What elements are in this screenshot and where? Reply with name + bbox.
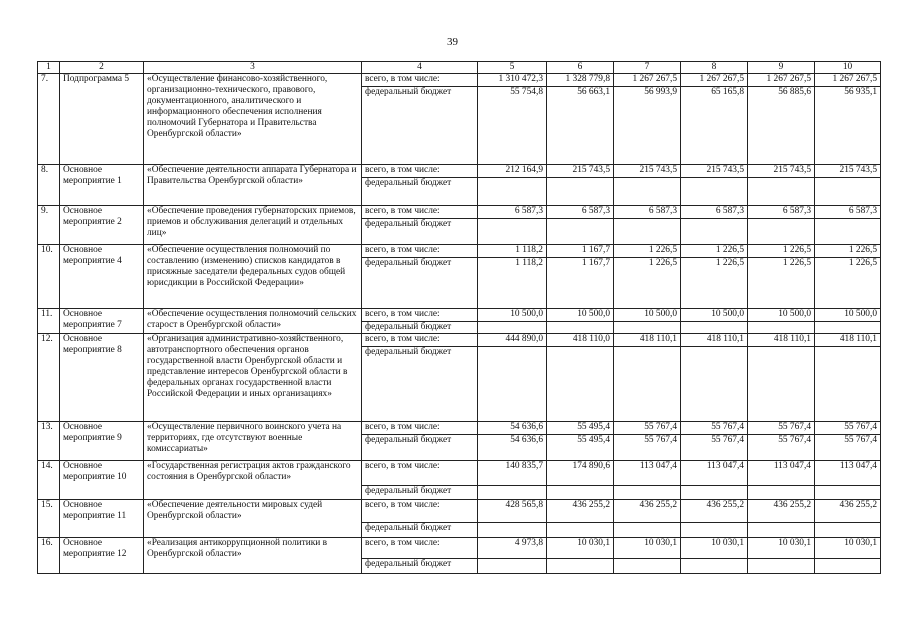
funding-total-label: всего, в том числе: <box>362 165 478 178</box>
row-number: 9. <box>38 206 60 245</box>
value-cell: 215 743,5 <box>681 165 748 178</box>
value-cell: 1 310 472,3 <box>478 74 547 87</box>
value-cell: 215 743,5 <box>748 165 815 178</box>
value-cell <box>748 347 815 422</box>
value-cell <box>681 559 748 574</box>
value-cell <box>478 347 547 422</box>
value-cell: 55 767,4 <box>748 422 815 435</box>
value-cell <box>681 178 748 206</box>
measure-name: Основное мероприятие 7 <box>60 309 144 334</box>
measure-name: Основное мероприятие 8 <box>60 334 144 422</box>
federal-budget-label: федеральный бюджет <box>362 178 478 206</box>
value-cell: 10 500,0 <box>547 309 614 322</box>
column-number-9: 9 <box>748 62 815 74</box>
value-cell: 1 118,2 <box>478 245 547 258</box>
measure-description: «Обеспечение осуществления полномочий по составлению (изменению) списков кандидатов в присяжные заседатели федеральных судов общей юрисдикции в Российской Федерации» <box>144 245 362 309</box>
measure-name: Основное мероприятие 12 <box>60 538 144 574</box>
value-cell: 10 030,1 <box>614 538 681 559</box>
funding-total-label: всего, в том числе: <box>362 206 478 219</box>
measure-description: «Осуществление финансово-хозяйственного, организационно-технического, правового, документационного, аналитического и информационного обеспечения исполнения полномочий Губернатора и Правительства Оренбургской области» <box>144 74 362 165</box>
value-cell: 140 835,7 <box>478 461 547 486</box>
value-cell <box>478 523 547 538</box>
column-number-2: 2 <box>60 62 144 74</box>
value-cell: 418 110,1 <box>748 334 815 347</box>
value-cell: 436 255,2 <box>748 500 815 523</box>
value-cell <box>748 523 815 538</box>
value-cell: 56 885,6 <box>748 87 815 165</box>
value-cell: 1 226,5 <box>614 245 681 258</box>
value-cell <box>748 178 815 206</box>
value-cell: 55 767,4 <box>815 422 881 435</box>
table-row <box>38 461 881 486</box>
federal-budget-label: федеральный бюджет <box>362 523 478 538</box>
table-row <box>38 165 881 178</box>
value-cell <box>614 486 681 500</box>
federal-budget-label: федеральный бюджет <box>362 435 478 461</box>
value-cell: 212 164,9 <box>478 165 547 178</box>
column-number-5: 5 <box>478 62 547 74</box>
value-cell: 113 047,4 <box>815 461 881 486</box>
row-number: 10. <box>38 245 60 309</box>
value-cell <box>614 523 681 538</box>
value-cell <box>478 322 547 334</box>
value-cell: 10 500,0 <box>614 309 681 322</box>
value-cell: 1 226,5 <box>748 258 815 309</box>
value-cell: 6 587,3 <box>815 206 881 219</box>
federal-budget-label: федеральный бюджет <box>362 559 478 574</box>
value-cell <box>815 523 881 538</box>
value-cell: 54 636,6 <box>478 435 547 461</box>
value-cell <box>478 178 547 206</box>
row-number: 15. <box>38 500 60 538</box>
measure-description: «Осуществление первичного воинского учета на территориях, где отсутствуют военные комиссариаты» <box>144 422 362 461</box>
value-cell <box>547 559 614 574</box>
value-cell <box>614 559 681 574</box>
value-cell: 10 500,0 <box>681 309 748 322</box>
value-cell: 55 767,4 <box>748 435 815 461</box>
value-cell <box>681 523 748 538</box>
value-cell: 4 973,8 <box>478 538 547 559</box>
value-cell: 6 587,3 <box>478 206 547 219</box>
table-row <box>38 538 881 559</box>
value-cell <box>815 178 881 206</box>
value-cell: 436 255,2 <box>681 500 748 523</box>
row-number: 14. <box>38 461 60 500</box>
value-cell <box>815 347 881 422</box>
value-cell: 215 743,5 <box>547 165 614 178</box>
column-number-7: 7 <box>614 62 681 74</box>
value-cell: 1 267 267,5 <box>614 74 681 87</box>
value-cell: 55 767,4 <box>614 422 681 435</box>
value-cell: 1 226,5 <box>614 258 681 309</box>
value-cell: 1 226,5 <box>681 258 748 309</box>
table-row <box>38 500 881 523</box>
funding-total-label: всего, в том числе: <box>362 461 478 486</box>
value-cell: 436 255,2 <box>815 500 881 523</box>
value-cell <box>614 347 681 422</box>
row-number: 11. <box>38 309 60 334</box>
value-cell: 1 267 267,5 <box>815 74 881 87</box>
table-row <box>38 334 881 347</box>
value-cell: 55 767,4 <box>614 435 681 461</box>
value-cell: 1 167,7 <box>547 245 614 258</box>
value-cell: 6 587,3 <box>681 206 748 219</box>
value-cell: 174 890,6 <box>547 461 614 486</box>
funding-total-label: всего, в том числе: <box>362 309 478 322</box>
value-cell <box>748 219 815 245</box>
table-row <box>38 422 881 435</box>
value-cell <box>547 322 614 334</box>
value-cell: 1 328 779,8 <box>547 74 614 87</box>
column-number-4: 4 <box>362 62 478 74</box>
federal-budget-label: федеральный бюджет <box>362 219 478 245</box>
table-row <box>38 309 881 322</box>
measure-name: Основное мероприятие 4 <box>60 245 144 309</box>
value-cell <box>815 219 881 245</box>
column-number-8: 8 <box>681 62 748 74</box>
measure-name: Основное мероприятие 2 <box>60 206 144 245</box>
measure-description: «Обеспечение деятельности мировых судей Оренбургской области» <box>144 500 362 538</box>
funding-total-label: всего, в том числе: <box>362 245 478 258</box>
row-number: 16. <box>38 538 60 574</box>
measure-description: «Реализация антикоррупционной политики в Оренбургской области» <box>144 538 362 574</box>
value-cell: 1 226,5 <box>681 245 748 258</box>
value-cell: 215 743,5 <box>614 165 681 178</box>
value-cell: 10 030,1 <box>815 538 881 559</box>
value-cell <box>547 486 614 500</box>
funding-total-label: всего, в том числе: <box>362 334 478 347</box>
value-cell: 1 226,5 <box>815 258 881 309</box>
federal-budget-label: федеральный бюджет <box>362 322 478 334</box>
value-cell: 55 767,4 <box>681 422 748 435</box>
column-number-10: 10 <box>815 62 881 74</box>
table-body <box>38 62 881 574</box>
value-cell: 428 565,8 <box>478 500 547 523</box>
value-cell: 55 767,4 <box>681 435 748 461</box>
value-cell: 6 587,3 <box>547 206 614 219</box>
value-cell <box>478 219 547 245</box>
measure-description: «Государственная регистрация актов гражданского состояния в Оренбургской области» <box>144 461 362 500</box>
value-cell: 1 118,2 <box>478 258 547 309</box>
measure-name: Основное мероприятие 10 <box>60 461 144 500</box>
value-cell: 436 255,2 <box>547 500 614 523</box>
value-cell: 418 110,1 <box>681 334 748 347</box>
value-cell: 10 500,0 <box>478 309 547 322</box>
value-cell: 55 495,4 <box>547 435 614 461</box>
value-cell <box>748 559 815 574</box>
measure-name: Основное мероприятие 1 <box>60 165 144 206</box>
value-cell <box>681 219 748 245</box>
row-number: 8. <box>38 165 60 206</box>
federal-budget-label: федеральный бюджет <box>362 258 478 309</box>
value-cell: 418 110,1 <box>815 334 881 347</box>
value-cell: 6 587,3 <box>748 206 815 219</box>
table-row <box>38 74 881 87</box>
federal-budget-label: федеральный бюджет <box>362 87 478 165</box>
value-cell: 113 047,4 <box>681 461 748 486</box>
funding-total-label: всего, в том числе: <box>362 538 478 559</box>
value-cell <box>815 322 881 334</box>
funding-total-label: всего, в том числе: <box>362 422 478 435</box>
value-cell: 65 165,8 <box>681 87 748 165</box>
value-cell: 113 047,4 <box>614 461 681 486</box>
value-cell: 113 047,4 <box>748 461 815 486</box>
value-cell <box>478 486 547 500</box>
table-row <box>38 245 881 258</box>
column-number-3: 3 <box>144 62 362 74</box>
federal-budget-label: федеральный бюджет <box>362 486 478 500</box>
value-cell <box>681 322 748 334</box>
value-cell: 54 636,6 <box>478 422 547 435</box>
value-cell <box>614 219 681 245</box>
measure-name: Основное мероприятие 11 <box>60 500 144 538</box>
value-cell <box>547 219 614 245</box>
value-cell <box>614 322 681 334</box>
budget-table <box>37 61 881 574</box>
value-cell: 55 495,4 <box>547 422 614 435</box>
value-cell: 55 767,4 <box>815 435 881 461</box>
value-cell: 56 663,1 <box>547 87 614 165</box>
value-cell: 56 935,1 <box>815 87 881 165</box>
value-cell <box>547 347 614 422</box>
value-cell: 418 110,0 <box>547 334 614 347</box>
value-cell: 1 167,7 <box>547 258 614 309</box>
value-cell <box>681 486 748 500</box>
page-number: 39 <box>447 36 458 48</box>
value-cell: 10 030,1 <box>547 538 614 559</box>
value-cell <box>478 559 547 574</box>
value-cell: 10 030,1 <box>681 538 748 559</box>
value-cell: 10 030,1 <box>748 538 815 559</box>
value-cell: 56 993,9 <box>614 87 681 165</box>
column-number-row <box>38 62 881 74</box>
federal-budget-label: федеральный бюджет <box>362 347 478 422</box>
measure-description: «Обеспечение осуществления полномочий сельских старост в Оренбургской области» <box>144 309 362 334</box>
row-number: 7. <box>38 74 60 165</box>
measure-description: «Организация административно-хозяйственного, автотранспортного обеспечения органов государственной власти Оренбургской области и представление интересов Оренбургской области в федеральных органах государственной власти Российской Федерации и иных организациях» <box>144 334 362 422</box>
measure-name: Подпрограмма 5 <box>60 74 144 165</box>
value-cell <box>748 322 815 334</box>
value-cell: 1 267 267,5 <box>748 74 815 87</box>
value-cell: 10 500,0 <box>815 309 881 322</box>
row-number: 13. <box>38 422 60 461</box>
value-cell: 436 255,2 <box>614 500 681 523</box>
measure-description: «Обеспечение проведения губернаторских приемов, приемов и обслуживания делегаций и отдельных лиц» <box>144 206 362 245</box>
value-cell <box>614 178 681 206</box>
row-number: 12. <box>38 334 60 422</box>
table-row <box>38 206 881 219</box>
value-cell: 1 226,5 <box>815 245 881 258</box>
value-cell: 6 587,3 <box>614 206 681 219</box>
funding-total-label: всего, в том числе: <box>362 74 478 87</box>
column-number-6: 6 <box>547 62 614 74</box>
value-cell <box>815 559 881 574</box>
value-cell: 444 890,0 <box>478 334 547 347</box>
value-cell: 418 110,1 <box>614 334 681 347</box>
value-cell <box>681 347 748 422</box>
value-cell <box>547 178 614 206</box>
value-cell <box>748 486 815 500</box>
column-number-1: 1 <box>38 62 60 74</box>
value-cell: 1 226,5 <box>748 245 815 258</box>
value-cell <box>815 486 881 500</box>
measure-name: Основное мероприятие 9 <box>60 422 144 461</box>
value-cell <box>547 523 614 538</box>
value-cell: 215 743,5 <box>815 165 881 178</box>
value-cell: 1 267 267,5 <box>681 74 748 87</box>
value-cell: 55 754,8 <box>478 87 547 165</box>
measure-description: «Обеспечение деятельности аппарата Губернатора и Правительства Оренбургской области» <box>144 165 362 206</box>
value-cell: 10 500,0 <box>748 309 815 322</box>
funding-total-label: всего, в том числе: <box>362 500 478 523</box>
